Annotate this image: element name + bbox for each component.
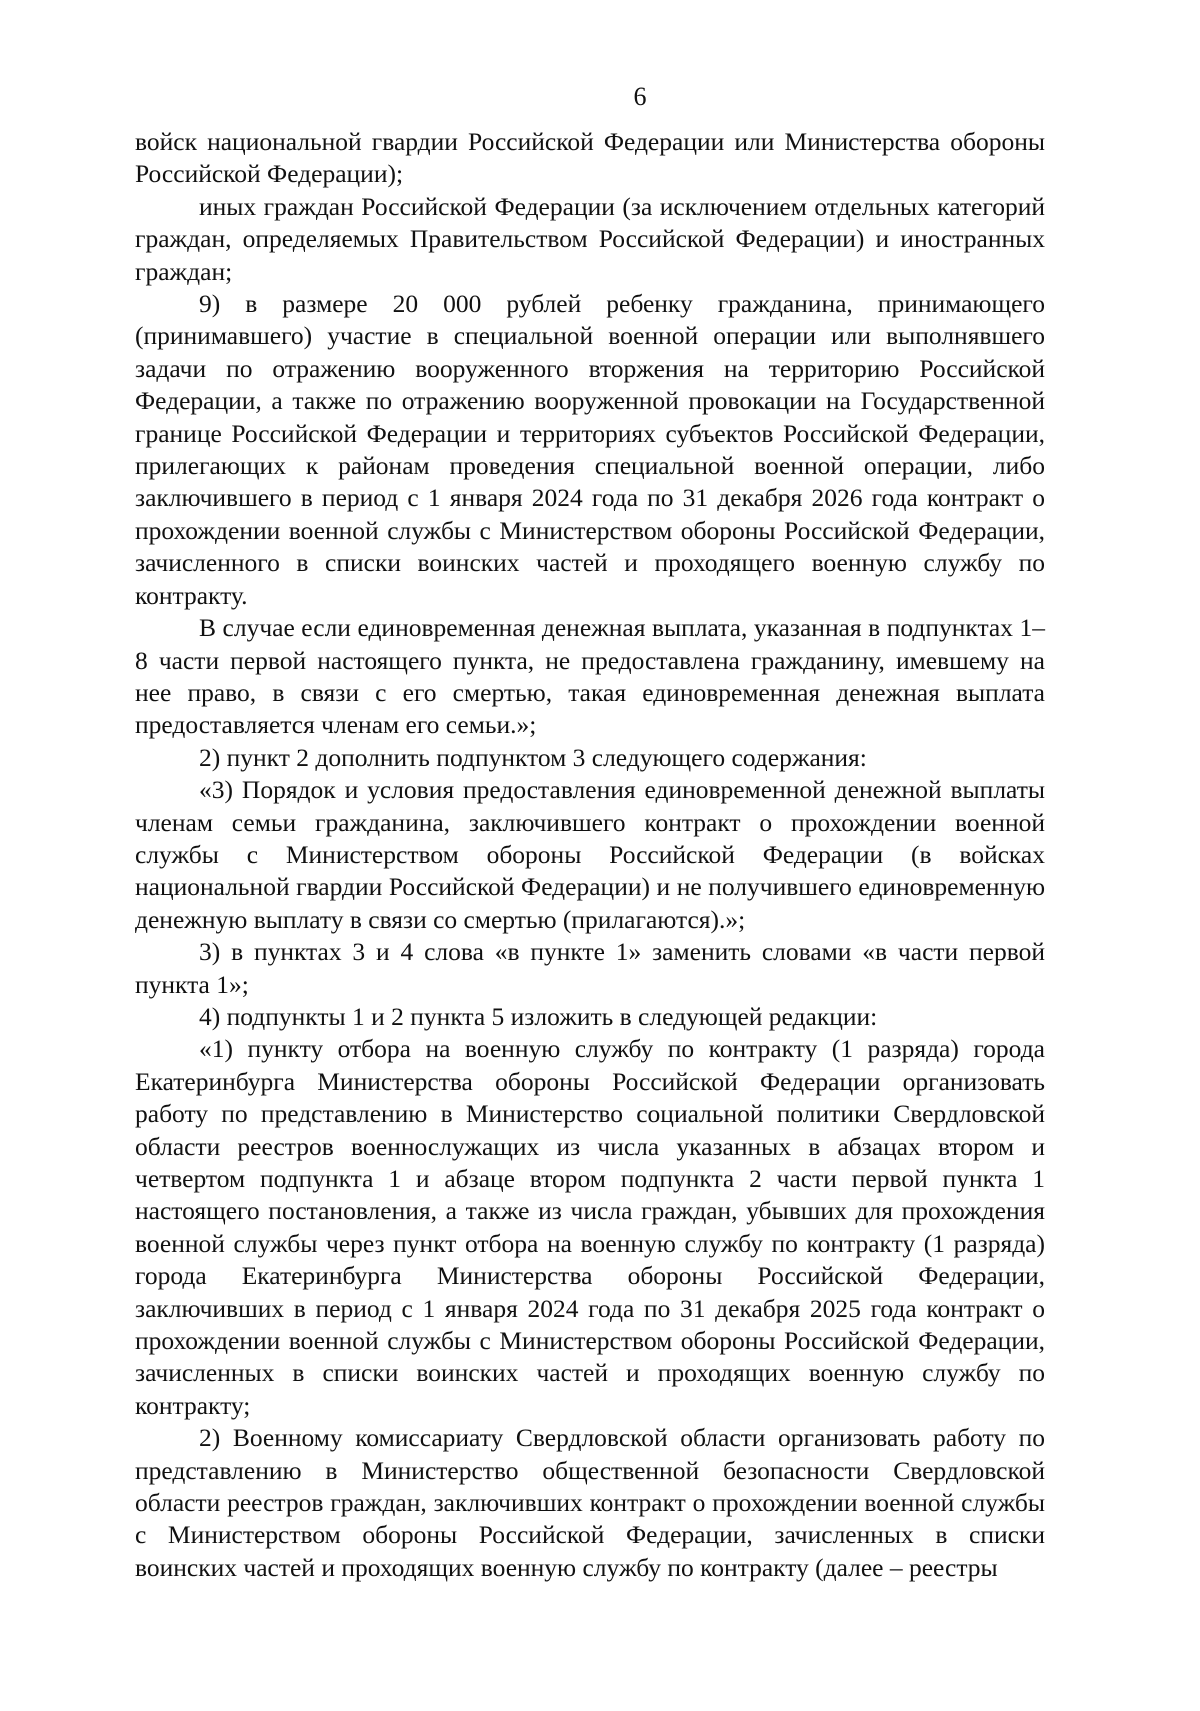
paragraph: «1) пункту отбора на военную службу по контракту (1 разряда) города Екатеринбурга Министерства обороны Российской Федерации организовать работу по представлению в Министерство социальной политики Свердловской области реестров военнослужащих из числа указанных в абзацах втором и четвертом подпункта 1 и абзаце втором подпункта 2 части первой пункта 1 настоящего постановления, а также из числа граждан, убывших для прохождения военной службы через пункт отбора на военную службу по контракту (1 разряда) города Екатеринбурга Министерства обороны Российской Федерации, заключивших в период с 1 января 2024 года по 31 декабря 2025 года контракт о прохождении военной службы с Министерством обороны Российской Федерации, зачисленных в списки воинских частей и проходящих военную службу по контракту; bbox=[135, 1034, 1045, 1420]
paragraph: В случае если единовременная денежная выплата, указанная в подпунктах 1–8 части первой настоящего пункта, не предоставлена гражданину, имевшему на нее право, в связи с его смертью, такая единовременная денежная выплата предоставляется членам его семьи.»; bbox=[135, 613, 1045, 740]
paragraph: 4) подпункты 1 и 2 пункта 5 изложить в следующей редакции: bbox=[199, 1001, 878, 1031]
paragraph: иных граждан Российской Федерации (за исключением отдельных категорий граждан, определяемых Правительством Российской Федерации) и иностранных граждан; bbox=[135, 191, 1045, 286]
document-body bbox=[135, 126, 1045, 1584]
paragraph: 3) в пунктах 3 и 4 слова «в пункте 1» заменить словами «в части первой пункта 1»; bbox=[135, 937, 1045, 999]
paragraph: войск национальной гвардии Российской Федерации или Министерства обороны Российской Федерации); bbox=[135, 127, 1045, 189]
page-number: 6 bbox=[633, 82, 647, 111]
paragraph: 2) Военному комиссариату Свердловской области организовать работу по представлению в Министерство общественной безопасности Свердловской области реестров граждан, заключивших контракт о прохождении военной службы с Министерством обороны Российской Федерации, зачисленных в списки воинских частей и проходящих военную службу по контракту (далее – реестры bbox=[135, 1423, 1045, 1582]
paragraph: «3) Порядок и условия предоставления единовременной денежной выплаты членам семьи гражданина, заключившего контракт о прохождении военной службы с Министерством обороны Российской Федерации (в войсках национальной гвардии Российской Федерации) и не получившего единовременную денежную выплату в связи со смертью (прилагаются).»; bbox=[135, 775, 1045, 934]
paragraph: 2) пункт 2 дополнить подпунктом 3 следующего содержания: bbox=[199, 742, 867, 772]
paragraph: 9) в размере 20 000 рублей ребенку гражданина, принимающего (принимавшего) участие в специальной военной операции или выполнявшего задачи по отражению вооруженного вторжения на территорию Российской Федерации, а также по отражению вооруженной провокации на Государственной границе Российской Федерации и территориях субъектов Российской Федерации, прилегающих к районам проведения специальной военной операции, либо заключившего в период с 1 января 2024 года по 31 декабря 2026 года контракт о прохождении военной службы с Министерством обороны Российской Федерации, зачисленного в списки воинских частей и проходящего военную службу по контракту. bbox=[135, 289, 1045, 610]
